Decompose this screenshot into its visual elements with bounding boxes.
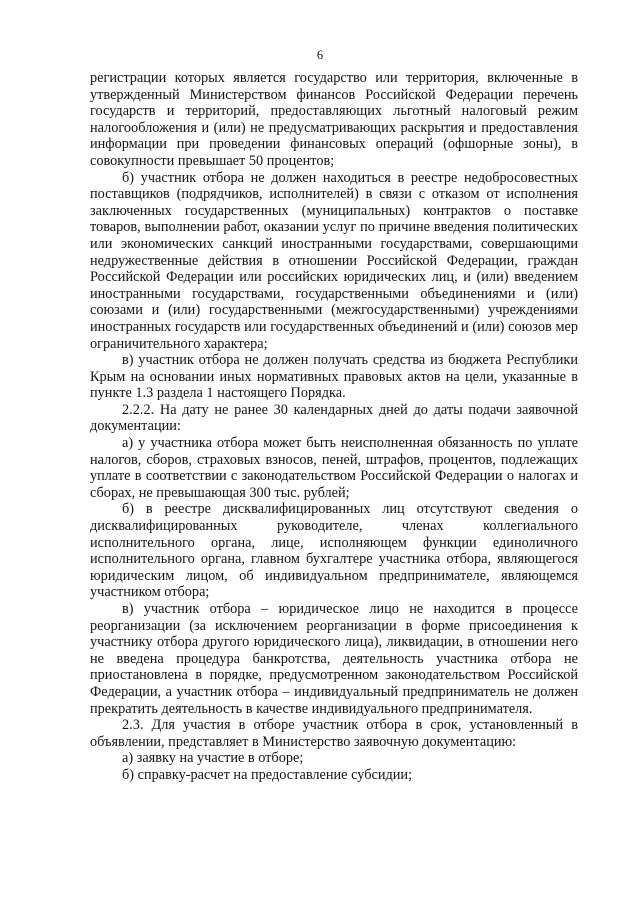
paragraph-list-item-b: б) справку-расчет на предоставление субсидии; <box>122 766 413 783</box>
paragraph-continuation: регистрации которых является государство или территория, включенные в утвержденный Министерством финансов Российской Федерации перечень государств и территорий, предоставляющих льготный налоговый режим налогообложения и (или) не предусматривающих раскрытия и предоставления информации при проведении финансовых операций (офшорные зоны), в совокупности превышает 50 процентов; <box>90 70 578 169</box>
paragraph-item-v: в) участник отбора не должен получать средства из бюджета Республики Крым на основании иных нормативных правовых актов на цели, указанные в пункте 1.3 раздела 1 настоящего Порядка. <box>90 352 578 402</box>
paragraph-item-a: а) у участника отбора может быть неисполненная обязанность по уплате налогов, сборов, страховых взносов, пеней, штрафов, процентов, подлежащих уплате в соответствии с законодательством Российской Федерации о налогах и сборах, не превышающая 300 тыс. рублей; <box>90 435 578 501</box>
paragraph-section-2-2-2: 2.2.2. На дату не ранее 30 календарных дней до даты подачи заявочной документации: <box>90 401 578 435</box>
paragraph-item-b-registry: б) в реестре дисквалифицированных лиц отсутствуют сведения о дисквалифицированных руководителе, членах коллегиального исполнительного органа, лице, исполняющем функции единоличного исполнительного органа, главном бухгалтере участника отбора, являющегося юридическим лицом, об индивидуальном предпринимателе, являющемся участником отбора; <box>90 501 578 601</box>
paragraph-item-v-reorganization: в) участник отбора – юридическое лицо не находится в процессе реорганизации (за исключением реорганизации в форме присоединения к участнику отбора другого юридического лица), ликвидации, в отношении него не введена процедура банкротства, деятельность участника отбора не приостановлена в порядке, предусмотренном законодательством Российской Федерации, а участник отбора – индивидуальный предприниматель не должен прекратить деятельность в качестве индивидуального предпринимателя. <box>90 601 578 717</box>
page-number: 6 <box>316 48 324 62</box>
paragraph-list-item-a: а) заявку на участие в отборе; <box>122 750 304 767</box>
paragraph-section-2-3: 2.3. Для участия в отборе участник отбора в срок, установленный в объявлении, представляет в Министерство заявочную документацию: <box>90 717 578 750</box>
document-body <box>90 70 578 784</box>
paragraph-item-b: б) участник отбора не должен находиться в реестре недобросовестных поставщиков (подрядчиков, исполнителей) в связи с отказом от исполнения заключенных государственных (муниципальных) контрактов о поставке товаров, выполнении работ, оказании услуг по причине введения политических или экономических санкций иностранными государствами, совершающими недружественные действия в отношении Российской Федерации, граждан Российской Федерации или российских юридических лиц, и (или) введением иностранными государствами, государственными объединениями и (или) союзами и (или) государственными (межгосударственными) учреждениями иностранных государств или государственных объединений и (или) союзов мер ограничительного характера; <box>90 169 578 352</box>
